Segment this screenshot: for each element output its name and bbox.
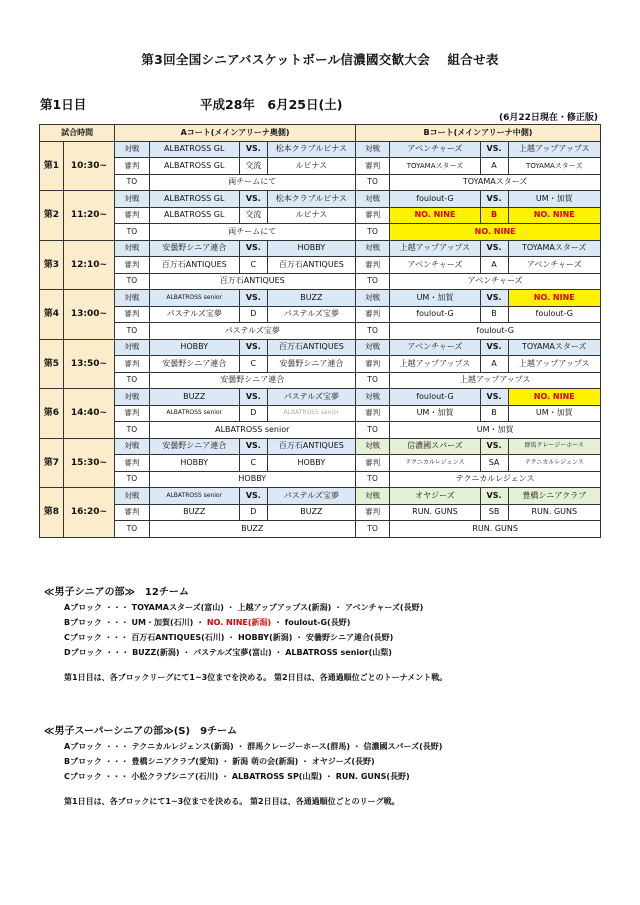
- court-b-to: アベンチャーズ: [390, 273, 601, 290]
- court-b-ref1: TOYAMAスターズ: [390, 158, 480, 175]
- men-senior-block: [64, 617, 447, 628]
- court-a-ref-code: C: [239, 356, 267, 373]
- to-label: TO: [355, 174, 389, 191]
- header-court-b: Bコート(メインアリーナ中側): [355, 125, 600, 142]
- block-label: Bブロック ・・・: [64, 757, 129, 766]
- court-b-team1: 信濃國スパーズ: [390, 438, 480, 455]
- court-b-vs: VS.: [480, 389, 508, 406]
- block-teams: 豊橋シニアクラブ(愛知) ・ 新潟 萌の会(新潟) ・ オヤジーズ(長野): [131, 757, 375, 766]
- court-b-team2: 豊橋シニアクラブ: [508, 488, 600, 505]
- match-label: 対戦: [115, 438, 149, 455]
- to-label: TO: [355, 323, 389, 340]
- court-b-ref-code: A: [480, 257, 508, 274]
- slot-time: 10:30~: [63, 141, 115, 191]
- court-b-team1: オヤジーズ: [390, 488, 480, 505]
- court-a-team2: 松本クラブルピナス: [267, 141, 355, 158]
- block-teams: BUZZ(新潟) ・ パステルズ宝夢(富山) ・ ALBATROSS senior(山梨): [132, 648, 392, 657]
- page-title: 第3回全国シニアバスケットボール信濃國交歓大会 組合せ表: [141, 52, 499, 67]
- court-b-ref-code: B: [480, 405, 508, 422]
- court-b-ref2: テクニカルレジェンス: [508, 455, 600, 472]
- court-a-ref-code: 交流: [239, 207, 267, 224]
- block-label: Cブロック ・・・: [64, 633, 129, 642]
- to-label: TO: [355, 471, 389, 488]
- date-label: 平成28年 6月25日(土): [200, 97, 343, 112]
- court-b-ref-code: B: [480, 207, 508, 224]
- men-super-heading: ≪男子スーパーシニアの部≫(S) 9チーム: [44, 726, 238, 737]
- court-b-ref1: foulout-G: [390, 306, 480, 323]
- referee-label: 審判: [355, 405, 389, 422]
- court-a-ref1: パステルズ宝夢: [149, 306, 239, 323]
- court-b-ref-code: A: [480, 158, 508, 175]
- match-label: 対戦: [355, 290, 389, 307]
- court-b-ref2: RUN. GUNS: [508, 504, 600, 521]
- block-teams: テクニカルレジェンス(新潟) ・ 群馬クレージーホース(群馬) ・ 信濃國スパーズ(長野): [131, 742, 443, 751]
- court-b-to: NO. NINE: [390, 224, 601, 241]
- to-label: TO: [115, 422, 149, 439]
- match-label: 対戦: [355, 191, 389, 208]
- header-court-a: Aコート(メインアリーナ奥側): [115, 125, 356, 142]
- court-b-ref1: NO. NINE: [390, 207, 480, 224]
- to-label: TO: [355, 422, 389, 439]
- court-a-vs: VS.: [239, 290, 267, 307]
- court-b-ref2: foulout-G: [508, 306, 600, 323]
- block-teams: UM・加賀(石川) ・: [131, 618, 207, 627]
- slot-number: 第8: [40, 488, 64, 538]
- update-note: (6月22日現在・修正版): [498, 113, 598, 123]
- match-label: 対戦: [115, 488, 149, 505]
- men-senior-block: [64, 647, 447, 658]
- slot-time: 11:20~: [63, 191, 115, 241]
- court-a-ref-code: C: [239, 455, 267, 472]
- court-b-vs: VS.: [480, 488, 508, 505]
- referee-label: 審判: [115, 257, 149, 274]
- referee-label: 審判: [355, 158, 389, 175]
- men-super-block: [64, 741, 442, 752]
- court-b-team1: アベンチャーズ: [390, 339, 480, 356]
- men-senior-block: [64, 602, 447, 613]
- match-label: 対戦: [355, 339, 389, 356]
- to-label: TO: [115, 471, 149, 488]
- court-a-ref1: HOBBY: [149, 455, 239, 472]
- court-b-ref2: アベンチャーズ: [508, 257, 600, 274]
- block-teams: 百万石ANTIQUES(石川) ・ HOBBY(新潟) ・ 安曇野シニア連合(長野): [131, 633, 394, 642]
- referee-label: 審判: [115, 306, 149, 323]
- court-b-ref-code: A: [480, 356, 508, 373]
- court-b-ref1: RUN. GUNS: [390, 504, 480, 521]
- referee-label: 審判: [355, 306, 389, 323]
- court-b-team2: TOYAMAスターズ: [508, 240, 600, 257]
- court-a-team2: パステルズ宝夢: [267, 488, 355, 505]
- match-label: 対戦: [115, 339, 149, 356]
- court-b-ref-code: SB: [480, 504, 508, 521]
- to-label: TO: [115, 372, 149, 389]
- court-b-to: 上越アップアップス: [390, 372, 601, 389]
- court-a-vs: VS.: [239, 488, 267, 505]
- men-senior-heading: ≪男子シニアの部≫ 12チーム: [44, 587, 189, 598]
- court-a-team1: HOBBY: [149, 339, 239, 356]
- court-a-team2: BUZZ: [267, 290, 355, 307]
- match-label: 対戦: [115, 240, 149, 257]
- block-teams: TOYAMAスターズ(富山) ・ 上越アップアップス(新潟) ・ アベンチャーズ(長野): [131, 603, 424, 612]
- court-b-team1: UM・加賀: [390, 290, 480, 307]
- referee-label: 審判: [115, 207, 149, 224]
- men-super-block: [64, 771, 442, 782]
- court-a-team2: 百万石ANTIQUES: [267, 339, 355, 356]
- court-b-vs: VS.: [480, 191, 508, 208]
- slot-number: 第4: [40, 290, 64, 340]
- match-label: 対戦: [355, 389, 389, 406]
- court-b-team2: TOYAMAスターズ: [508, 339, 600, 356]
- court-b-to: TOYAMAスターズ: [390, 174, 601, 191]
- court-a-ref-code: D: [239, 504, 267, 521]
- court-a-team1: 安曇野シニア連合: [149, 240, 239, 257]
- referee-label: 審判: [115, 455, 149, 472]
- court-a-to: 両チームにて: [149, 224, 355, 241]
- court-a-vs: VS.: [239, 191, 267, 208]
- court-b-vs: VS.: [480, 438, 508, 455]
- court-a-ref2: 安曇野シニア連合: [267, 356, 355, 373]
- block-label: Dブロック ・・・: [64, 648, 130, 657]
- referee-label: 審判: [115, 356, 149, 373]
- men-super-section: [44, 722, 442, 807]
- block-teams-highlight: NO. NINE(新潟): [206, 618, 272, 627]
- match-label: 対戦: [115, 141, 149, 158]
- referee-label: 審判: [355, 207, 389, 224]
- court-b-team2: NO. NINE: [508, 389, 600, 406]
- court-a-to: 安曇野シニア連合: [149, 372, 355, 389]
- to-label: TO: [355, 372, 389, 389]
- court-a-team1: ALBATROSS GL: [149, 191, 239, 208]
- court-b-vs: VS.: [480, 240, 508, 257]
- court-a-vs: VS.: [239, 438, 267, 455]
- court-a-ref2: ALBATROSS senior: [267, 405, 355, 422]
- block-label: Aブロック ・・・: [64, 742, 129, 751]
- slot-number: 第6: [40, 389, 64, 439]
- court-a-vs: VS.: [239, 240, 267, 257]
- match-label: 対戦: [355, 438, 389, 455]
- slot-number: 第7: [40, 438, 64, 488]
- court-b-ref-code: SA: [480, 455, 508, 472]
- court-a-ref2: 百万石ANTIQUES: [267, 257, 355, 274]
- court-a-ref-code: C: [239, 257, 267, 274]
- schedule-table: [39, 124, 601, 538]
- court-a-team1: ALBATROSS senior: [149, 488, 239, 505]
- court-a-ref1: ALBATROSS GL: [149, 207, 239, 224]
- court-a-ref1: ALBATROSS senior: [149, 405, 239, 422]
- block-label: Cブロック ・・・: [64, 772, 129, 781]
- court-a-ref-code: D: [239, 306, 267, 323]
- slot-time: 14:40~: [63, 389, 115, 439]
- court-a-ref1: 安曇野シニア連合: [149, 356, 239, 373]
- block-label: Aブロック ・・・: [64, 603, 129, 612]
- court-b-ref2: 上越アップアップス: [508, 356, 600, 373]
- men-senior-block: [64, 632, 447, 643]
- slot-time: 13:50~: [63, 339, 115, 389]
- court-a-team1: ALBATROSS senior: [149, 290, 239, 307]
- court-a-team2: 百万石ANTIQUES: [267, 438, 355, 455]
- court-b-vs: VS.: [480, 339, 508, 356]
- referee-label: 審判: [115, 405, 149, 422]
- court-b-team1: 上越アップアップス: [390, 240, 480, 257]
- to-label: TO: [115, 521, 149, 538]
- men-senior-note: 第1日目は、各ブロックリーグにて1~3位までを決める。 第2日目は、各通過順位ごとのトーナメント戦。: [64, 673, 448, 682]
- court-a-team1: ALBATROSS GL: [149, 141, 239, 158]
- court-a-to: 両チームにて: [149, 174, 355, 191]
- court-b-team2: 群馬クレージーホース: [508, 438, 600, 455]
- slot-number: 第1: [40, 141, 64, 191]
- court-b-ref1: テクニカルレジェンス: [390, 455, 480, 472]
- court-b-team1: foulout-G: [390, 389, 480, 406]
- to-label: TO: [115, 273, 149, 290]
- to-label: TO: [355, 273, 389, 290]
- court-b-to: テクニカルレジェンス: [390, 471, 601, 488]
- slot-number: 第5: [40, 339, 64, 389]
- slot-time: 15:30~: [63, 438, 115, 488]
- court-b-team2: 上越アップアップス: [508, 141, 600, 158]
- referee-label: 審判: [115, 158, 149, 175]
- court-a-to: ALBATROSS senior: [149, 422, 355, 439]
- block-teams-rest: ・ foulout-G(長野): [271, 618, 351, 627]
- court-b-team1: アベンチャーズ: [390, 141, 480, 158]
- court-a-to: パステルズ宝夢: [149, 323, 355, 340]
- day-label: 第1日目: [40, 97, 87, 112]
- court-b-to: RUN. GUNS: [390, 521, 601, 538]
- court-b-team1: foulout-G: [390, 191, 480, 208]
- court-b-vs: VS.: [480, 141, 508, 158]
- slot-time: 16:20~: [63, 488, 115, 538]
- court-a-team1: 安曇野シニア連合: [149, 438, 239, 455]
- court-a-team2: パステルズ宝夢: [267, 389, 355, 406]
- court-a-team1: BUZZ: [149, 389, 239, 406]
- court-a-team2: HOBBY: [267, 240, 355, 257]
- to-label: TO: [115, 323, 149, 340]
- referee-label: 審判: [355, 257, 389, 274]
- slot-time: 12:10~: [63, 240, 115, 290]
- to-label: TO: [115, 174, 149, 191]
- court-a-ref2: パステルズ宝夢: [267, 306, 355, 323]
- match-label: 対戦: [115, 191, 149, 208]
- court-a-to: BUZZ: [149, 521, 355, 538]
- court-a-ref-code: D: [239, 405, 267, 422]
- court-a-to: 百万石ANTIQUES: [149, 273, 355, 290]
- block-label: Bブロック ・・・: [64, 618, 129, 627]
- court-b-team2: NO. NINE: [508, 290, 600, 307]
- match-label: 対戦: [355, 240, 389, 257]
- men-senior-section: [44, 583, 447, 683]
- court-b-ref1: 上越アップアップス: [390, 356, 480, 373]
- court-a-to: HOBBY: [149, 471, 355, 488]
- court-b-ref2: UM・加賀: [508, 405, 600, 422]
- court-a-ref2: BUZZ: [267, 504, 355, 521]
- court-a-ref1: 百万石ANTIQUES: [149, 257, 239, 274]
- men-super-block: [64, 756, 442, 767]
- court-a-ref1: BUZZ: [149, 504, 239, 521]
- to-label: TO: [115, 224, 149, 241]
- referee-label: 審判: [355, 504, 389, 521]
- court-b-vs: VS.: [480, 290, 508, 307]
- slot-number: 第2: [40, 191, 64, 241]
- match-label: 対戦: [115, 290, 149, 307]
- court-b-team2: UM・加賀: [508, 191, 600, 208]
- match-label: 対戦: [115, 389, 149, 406]
- court-a-team2: 松本クラブルピナス: [267, 191, 355, 208]
- court-b-to: UM・加賀: [390, 422, 601, 439]
- court-a-ref2: ルピナス: [267, 207, 355, 224]
- header-time: 試合時間: [40, 125, 115, 142]
- match-label: 対戦: [355, 141, 389, 158]
- court-b-ref1: UM・加賀: [390, 405, 480, 422]
- court-b-ref2: TOYAMAスターズ: [508, 158, 600, 175]
- referee-label: 審判: [355, 455, 389, 472]
- court-a-ref2: HOBBY: [267, 455, 355, 472]
- slot-number: 第3: [40, 240, 64, 290]
- to-label: TO: [355, 521, 389, 538]
- referee-label: 審判: [115, 504, 149, 521]
- court-b-ref1: アベンチャーズ: [390, 257, 480, 274]
- referee-label: 審判: [355, 356, 389, 373]
- block-teams: 小松クラブシニア(石川) ・ ALBATROSS SP(山梨) ・ RUN. GUNS(長野): [131, 772, 410, 781]
- to-label: TO: [355, 224, 389, 241]
- court-a-ref2: ルピナス: [267, 158, 355, 175]
- court-b-to: foulout-G: [390, 323, 601, 340]
- court-a-vs: VS.: [239, 339, 267, 356]
- slot-time: 13:00~: [63, 290, 115, 340]
- match-label: 対戦: [355, 488, 389, 505]
- court-a-ref1: ALBATROSS GL: [149, 158, 239, 175]
- court-b-ref-code: B: [480, 306, 508, 323]
- court-a-vs: VS.: [239, 141, 267, 158]
- court-b-ref2: NO. NINE: [508, 207, 600, 224]
- court-a-vs: VS.: [239, 389, 267, 406]
- men-super-note: 第1日目は、各ブロックにて1~3位までを決める。 第2日目は、各通過順位ごとのリーグ戦。: [64, 797, 400, 806]
- court-a-ref-code: 交流: [239, 158, 267, 175]
